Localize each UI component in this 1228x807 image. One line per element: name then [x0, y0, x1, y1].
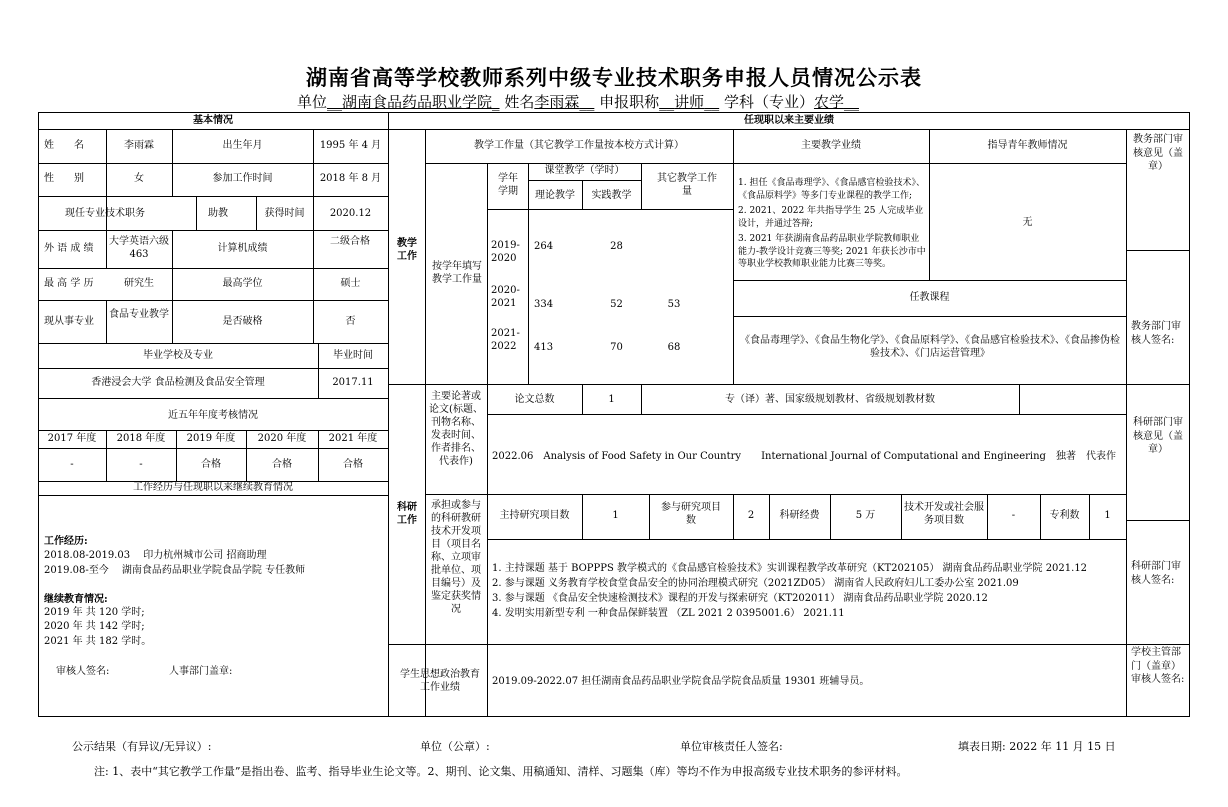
unit-label: 单位 — [297, 93, 328, 111]
school-dept-sign: 学校主管部门（盖章）审核人签名: — [1131, 647, 1185, 685]
foreign-lang-value-cell: 大学英语六级 463 — [109, 236, 169, 260]
subject-label: 学科（专业） — [723, 93, 814, 111]
footer-note: 注: 1、表中“其它教学工作量”是指出卷、监考、指导毕业生论文等。2、期刊、论文集、用稿通知、清样、习题集（库）等均不作为申报高级专业技术职务的参评材料。 — [94, 765, 908, 778]
paper-count-label: 论文总数 — [514, 394, 555, 405]
major-label-cell: 现从事专业 — [44, 316, 94, 327]
footer-unit-seal: 单位（公章）: — [420, 740, 490, 753]
assessment-header: 近五年年度考核情况 — [168, 410, 258, 421]
assess-result-2019: 合格 — [201, 459, 221, 470]
footer-unit-reviewer: 单位审核责任人签名: — [680, 740, 783, 753]
project-item: 2. 参与课题 义务教育学校食堂食品安全的协同治理模式研究（2021ZD05） 湖南省人民政府妇儿工委办公室 2021.09 — [492, 578, 1019, 589]
courses-header: 任教课程 — [909, 292, 950, 303]
transfer-value-cell: 否 — [345, 316, 356, 327]
paper-entry: 2022.06 Analysis of Food Safety in Our Country International Journal of Computational and Engineering 独著 代表作 — [492, 451, 1116, 462]
workload-year: 2021-2022 — [491, 328, 520, 352]
host-projects-value: 1 — [612, 510, 619, 521]
research-dept-sign: 科研部门审核人签名: — [1131, 561, 1181, 586]
join-projects-label: 参与研究项目数 — [661, 502, 721, 526]
courses-value: 《食品毒理学》、《食品生物化学》、《食品原料学》、《食品感官检验技术》、《食品掺伪检验技术》、《门店运营管理》 — [740, 335, 1120, 359]
apply-title-label: 申报职称 — [599, 93, 660, 111]
current-title-label-cell: 现任专业技术职务 — [65, 208, 145, 219]
cont-edu-item: 2020 年 共 142 学时; — [44, 621, 145, 632]
achievement-item: 2. 2021、2022 年共指导学生 25 人完成毕业设计，并通过答辩; — [738, 206, 924, 229]
funds-value: 5 万 — [855, 510, 876, 521]
subject-value: 农学__ — [813, 93, 859, 111]
assess-year-2019: 2019 年度 — [186, 433, 236, 444]
reviewer-sign: 审核人签名: — [56, 666, 110, 677]
work-start-value-cell: 2018 年 8 月 — [319, 173, 382, 184]
gender-label-cell: 性 别 — [44, 173, 84, 184]
school-major-label-cell: 毕业学校及专业 — [143, 350, 213, 361]
major-value-cell: 食品专业教学 — [109, 309, 169, 320]
assess-result-2020: 合格 — [272, 459, 292, 470]
assess-result-2018: - — [139, 459, 143, 470]
workload-theory: 334 — [534, 299, 554, 310]
hr-seal: 人事部门盖章: — [169, 666, 233, 677]
name-value: 李雨霖__ — [534, 93, 595, 111]
cont-edu-item: 2021 年 共 182 学时。 — [44, 636, 152, 647]
ideology-value: 2019.09-2022.07 担任湖南食品药品职业学院食品学院食品质量 19301 班辅导员。 — [492, 676, 870, 687]
achievement-item: 3. 2021 年获湖南食品药品职业学院教师职业能力-教学设计竞赛三等奖; 2021 年获长沙市中等职业学校教师职业能力比赛三等奖。 — [738, 234, 926, 270]
workload-theory: 264 — [534, 241, 554, 252]
footer-fill-date: 填表日期: 2022 年 11 月 15 日 — [958, 740, 1116, 753]
subtitle-line — [297, 91, 859, 112]
projects-label: 承担或参与的科研教研技术开发项目（项目名称、立项审批单位、项目编号）及鉴定获奖情况 — [431, 500, 481, 615]
degree-value-cell: 硕士 — [340, 278, 361, 289]
practice-col-header: 实践教学 — [591, 190, 632, 201]
patent-value: 1 — [1104, 510, 1111, 521]
workload-theory: 413 — [534, 342, 554, 353]
book-count-label: 专（译）著、国家级规划教材、省级规划教材数 — [725, 394, 935, 405]
assess-year-2017: 2017 年度 — [47, 433, 97, 444]
workload-practice: 52 — [610, 299, 623, 310]
cont-edu-title: 继续教育情况: — [44, 594, 108, 605]
theory-col-header: 理论教学 — [535, 190, 575, 201]
name-value-cell: 李雨霖 — [124, 140, 154, 151]
paper-count-value: 1 — [608, 394, 615, 405]
by-year-label: 按学年填写教学工作量 — [432, 261, 482, 285]
current-title-value-cell: 助教 — [208, 208, 228, 219]
ideology-label: 学生思想政治教育工作业绩 — [400, 669, 480, 693]
obtain-time-label-cell: 获得时间 — [264, 208, 305, 219]
research-label: 科研工作 — [397, 502, 417, 526]
transfer-label-cell: 是否破格 — [222, 316, 263, 327]
guide-value: 无 — [1022, 217, 1033, 228]
birth-label-cell: 出生年月 — [222, 140, 263, 151]
experience-header: 工作经历与任现职以来继续教育情况 — [133, 482, 293, 493]
footer-result: 公示结果（有异议/无异议）: — [72, 740, 212, 753]
papers-label: 主要论著或论文(标题、刊物名称、发表时间、作者排名、代表作) — [429, 391, 483, 467]
project-item: 3. 参与课题 《食品安全快速检测技术》课程的开发与探索研究（KT202011） 湖南食品药品职业学院 2020.12 — [492, 593, 988, 604]
work-exp-title: 工作经历: — [44, 536, 88, 547]
workload-other: 53 — [667, 299, 681, 310]
name-label-cell: 姓 名 — [44, 140, 84, 151]
work-exp-item: 2018.08-2019.03 印力杭州城市公司 招商助理 — [44, 550, 267, 561]
main-achievements-header: 任现职以来主要业绩 — [744, 115, 834, 126]
project-item: 1. 主持课题 基于 BOPPPS 教学模式的《食品感官检验技术》实训课程教学改革研究（KT202105） 湖南食品药品职业学院 2021.12 — [492, 563, 1088, 574]
gender-value-cell: 女 — [134, 173, 144, 184]
patent-label: 专利数 — [1049, 510, 1080, 521]
work-exp-item: 2019.08-至今 湖南食品药品职业学院食品学院 专任教师 — [44, 565, 306, 576]
apply-title-value: __讲师__ — [659, 93, 720, 111]
join-projects-value: 2 — [747, 510, 755, 521]
school-major-value-cell: 香港浸会大学 食品检测及食品安全管理 — [91, 377, 265, 388]
computer-value-cell: 二级合格 — [330, 236, 370, 247]
research-dept-opinion: 科研部门审核意见（盖章） — [1133, 417, 1183, 455]
teaching-label: 教学工作 — [397, 238, 417, 262]
foreign-lang-label-cell: 外 语 成 绩 — [44, 243, 94, 254]
achievements-header: 主要教学业绩 — [801, 140, 861, 151]
assess-year-2020: 2020 年度 — [257, 433, 307, 444]
assess-year-2021: 2021 年度 — [328, 433, 378, 444]
guide-header: 指导青年教师情况 — [987, 140, 1068, 151]
workload-practice: 70 — [610, 342, 623, 353]
basic-info-header: 基本情况 — [193, 115, 233, 126]
tech-service-value: - — [1011, 510, 1016, 521]
work-start-label-cell: 参加工作时间 — [212, 173, 273, 184]
project-item: 4. 发明实用新型专利 一种食品保鲜装置 （ZL 2021 2 0395001.6） 2021.11 — [492, 608, 845, 619]
teaching-dept-opinion: 教务部门审核意见（盖章） — [1133, 134, 1183, 172]
tech-service-label: 技术开发或社会服务项目数 — [904, 502, 984, 526]
grad-time-label-cell: 毕业时间 — [333, 350, 373, 361]
cont-edu-item: 2019 年 共 120 学时; — [44, 607, 145, 618]
workload-year: 2020-2021 — [491, 285, 520, 309]
grad-time-value-cell: 2017.11 — [332, 377, 374, 388]
host-projects-label: 主持研究项目数 — [499, 510, 570, 521]
assess-year-2018: 2018 年度 — [116, 433, 166, 444]
degree-label-cell: 最高学位 — [222, 278, 263, 289]
workload-other: 68 — [667, 342, 681, 353]
workload-practice: 28 — [610, 241, 623, 252]
funds-label: 科研经费 — [779, 510, 820, 521]
unit-value: __湖南食品药品职业学院_ — [327, 93, 500, 111]
page-title: 湖南省高等学校教师系列中级专业技术职务申报人员情况公示表 — [306, 66, 922, 90]
teaching-workload-header: 教学工作量（其它教学工作量按本校方式计算） — [474, 140, 684, 151]
edu-label-cell: 最 高 学 历 — [44, 278, 94, 289]
other-col-header: 其它教学工作量 — [657, 173, 717, 197]
edu-value-cell: 研究生 — [124, 278, 154, 289]
assess-result-2021: 合格 — [343, 459, 363, 470]
name-label: 姓名 — [504, 93, 535, 111]
year-col-header: 学年学期 — [498, 173, 518, 197]
achievement-item: 1. 担任《食品毒理学》、《食品感官检验技术》、《食品原料学》等多门专业课程的教学工作; — [738, 178, 925, 201]
obtain-time-value-cell: 2020.12 — [329, 208, 372, 219]
computer-label-cell: 计算机成绩 — [217, 243, 268, 254]
class-hours-header: 课堂教学（学时） — [544, 165, 625, 176]
teaching-dept-sign: 教务部门审核人签名: — [1131, 321, 1181, 346]
assess-result-2017: - — [70, 459, 74, 470]
workload-year: 2019-2020 — [491, 240, 520, 264]
birth-value-cell: 1995 年 4 月 — [319, 140, 382, 151]
